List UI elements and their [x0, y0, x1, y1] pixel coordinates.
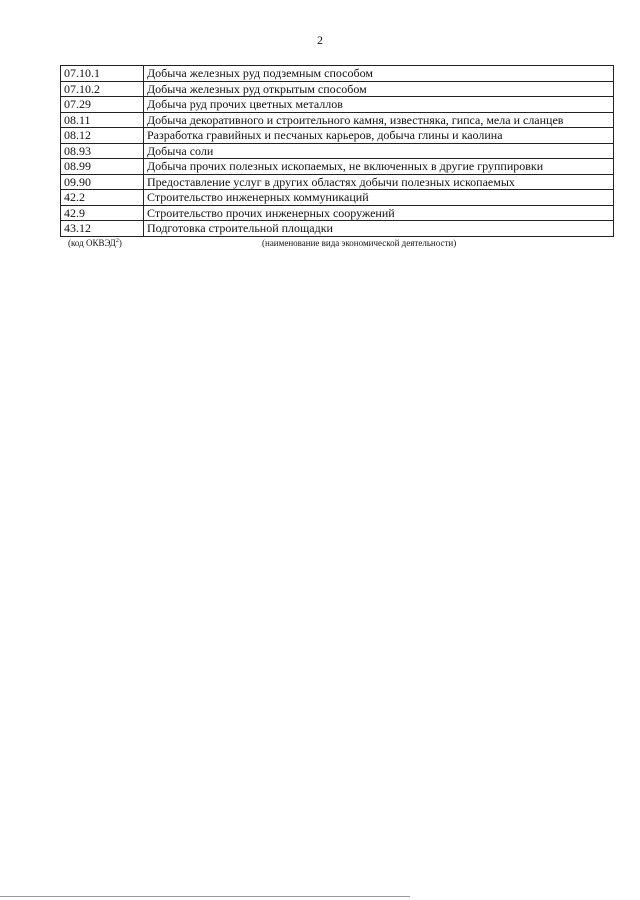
activity-name-cell: Подготовка строительной площадки: [144, 221, 614, 237]
table-row: [61, 128, 614, 144]
activity-name-cell: Добыча прочих полезных ископаемых, не включенных в другие группировки: [144, 159, 614, 175]
activity-name-cell: Добыча соли: [144, 143, 614, 159]
activity-name-cell: Разработка гравийных и песчаных карьеров, добыча глины и каолина: [144, 128, 614, 144]
okved-code-cell: 43.12: [61, 221, 144, 237]
activity-name-cell: Строительство прочих инженерных сооружений: [144, 205, 614, 221]
table-row: [61, 221, 614, 237]
okved-code-cell: 07.29: [61, 97, 144, 113]
okved-code-cell: 08.12: [61, 128, 144, 144]
okved-code-cell: 08.93: [61, 143, 144, 159]
activity-name-cell: Добыча руд прочих цветных металлов: [144, 97, 614, 113]
okved-code-cell: 07.10.1: [61, 66, 144, 82]
table-row: [61, 81, 614, 97]
activity-name-cell: Строительство инженерных коммуникаций: [144, 190, 614, 206]
table-row: [61, 66, 614, 82]
activity-name-cell: Добыча железных руд открытым способом: [144, 81, 614, 97]
okved-code-cell: 42.2: [61, 190, 144, 206]
okved-table: [60, 65, 614, 237]
table-row: [61, 112, 614, 128]
table-row: [61, 97, 614, 113]
okved-code-caption-text: (код ОКВЭД: [68, 238, 116, 248]
okved-code-cell: 07.10.2: [61, 81, 144, 97]
okved-code-cell: 08.99: [61, 159, 144, 175]
page-number: 2: [317, 33, 323, 47]
okved-code-cell: 09.90: [61, 174, 144, 190]
footnote-marker: 2: [115, 238, 119, 244]
activity-name-cell: Предоставление услуг в других областях добычи полезных ископаемых: [144, 174, 614, 190]
activity-name-caption: (наименование вида экономической деятельности): [262, 238, 457, 248]
table-row: [61, 205, 614, 221]
table-row: [61, 190, 614, 206]
okved-code-cell: 08.11: [61, 112, 144, 128]
table-row: [61, 174, 614, 190]
okved-code-caption: [68, 238, 122, 248]
activity-name-cell: Добыча декоративного и строительного камня, известняка, гипса, мела и сланцев: [144, 112, 614, 128]
activity-name-cell: Добыча железных руд подземным способом: [144, 66, 614, 82]
table-row: [61, 159, 614, 175]
okved-code-caption-close: ): [118, 238, 122, 248]
scan-edge-line: [0, 896, 410, 897]
okved-code-cell: 42.9: [61, 205, 144, 221]
table-row: [61, 143, 614, 159]
